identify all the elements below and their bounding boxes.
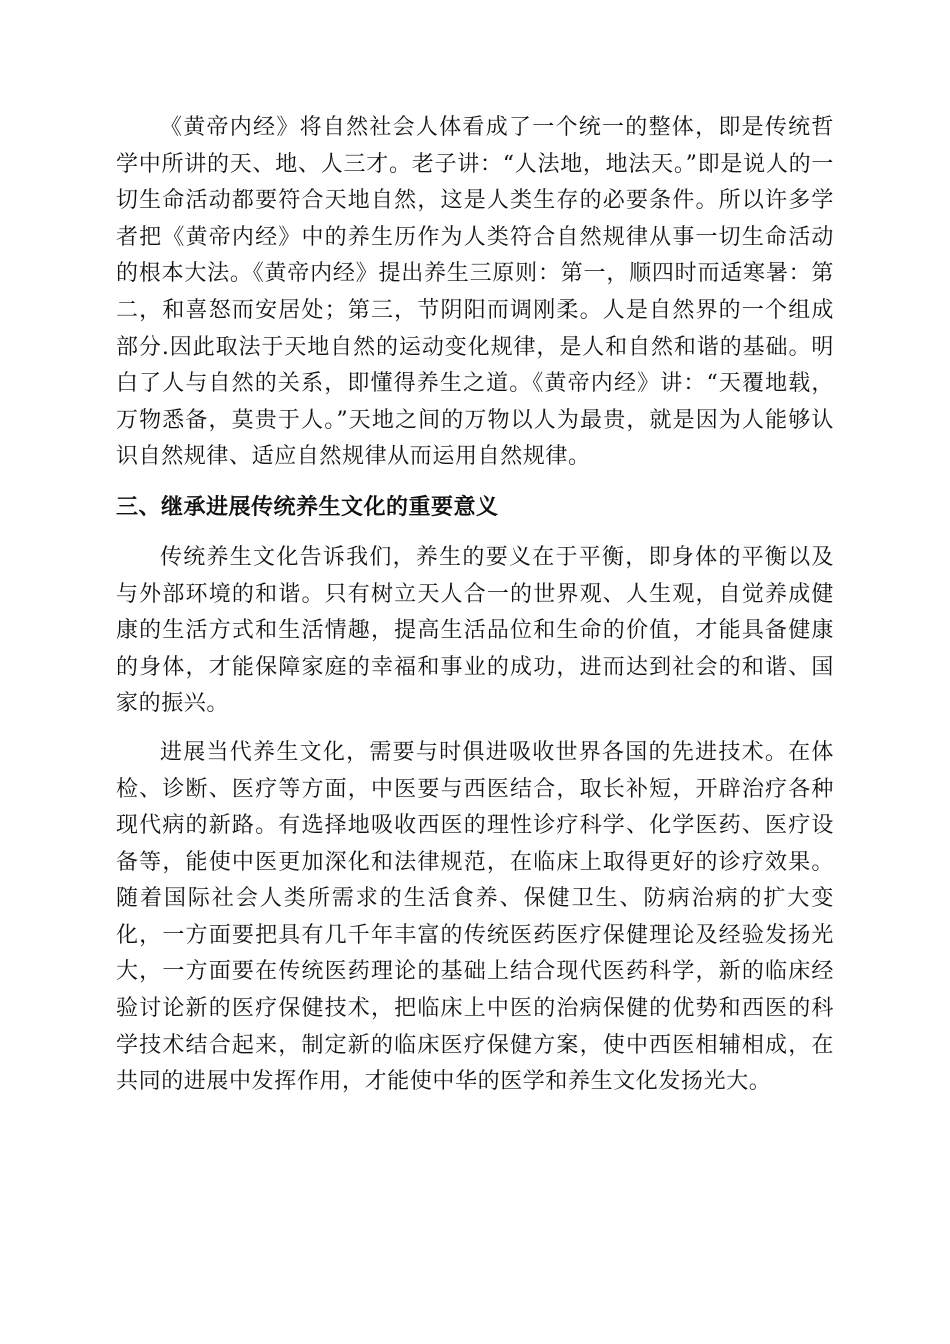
paragraph-body: 《黄帝内经》将自然社会人体看成了一个统一的整体，即是传统哲学中所讲的天、地、人三才。老子讲：“人法地，地法天。”即是说人的一切生命活动都要符合天地自然，这是人类生存的必要条件。所以许多学者把《黄帝内经》中的养生历作为人类符合自然规律从事一切生命活动的根本大法。《黄帝内经》提出养生三原则：第一，顺四时而适寒暑：第二，和喜怒而安居处；第三，节阴阳而调刚柔。人是自然界的一个组成部分.因此取法于天地自然的运动变化规律，是人和自然和谐的基础。明白了人与自然的关系，即懂得养生之道。《黄帝内经》讲：“天覆地载，万物悉备，莫贵于人。”天地之间的万物以人为最贵，就是因为人能够认识自然规律、适应自然规律从而运用自然规律。	[116, 115, 834, 470]
paragraph-body: 传统养生文化告诉我们，养生的要义在于平衡，即身体的平衡以及与外部环境的和谐。只有树立天人合一的世界观、人生观，自觉养成健康的生活方式和生活情趣，提高生活品位和生命的价值，才能具备健康的身体，才能保障家庭的幸福和事业的成功，进而达到社会的和谐、国家的振兴。	[116, 544, 834, 717]
document-page	[116, 110, 834, 1101]
paragraph-body: 进展当代养生文化，需要与时俱进吸收世界各国的先进技术。在体检、诊断、医疗等方面，中医要与西医结合，取长补短，开辟治疗各种现代病的新路。有选择地吸收西医的理性诊疗科学、化学医药、医疗设备等，能使中医更加深化和法律规范，在临床上取得更好的诊疗效果。随着国际社会人类所需求的生活食养、保健卫生、防病治病的扩大变化，一方面要把具有几千年丰富的传统医药医疗保健理论及经验发扬光大，一方面要在传统医药理论的基础上结合现代医药科学，新的临床经验讨论新的医疗保健技术，把临床上中医的治病保健的优势和西医的科学技术结合起来，制定新的临床医疗保健方案，使中西医相辅相成，在共同的进展中发挥作用，才能使中华的医学和养生文化发扬光大。	[116, 739, 834, 1095]
section-heading: 三、继承进展传统养生文化的重要意义	[116, 494, 499, 520]
